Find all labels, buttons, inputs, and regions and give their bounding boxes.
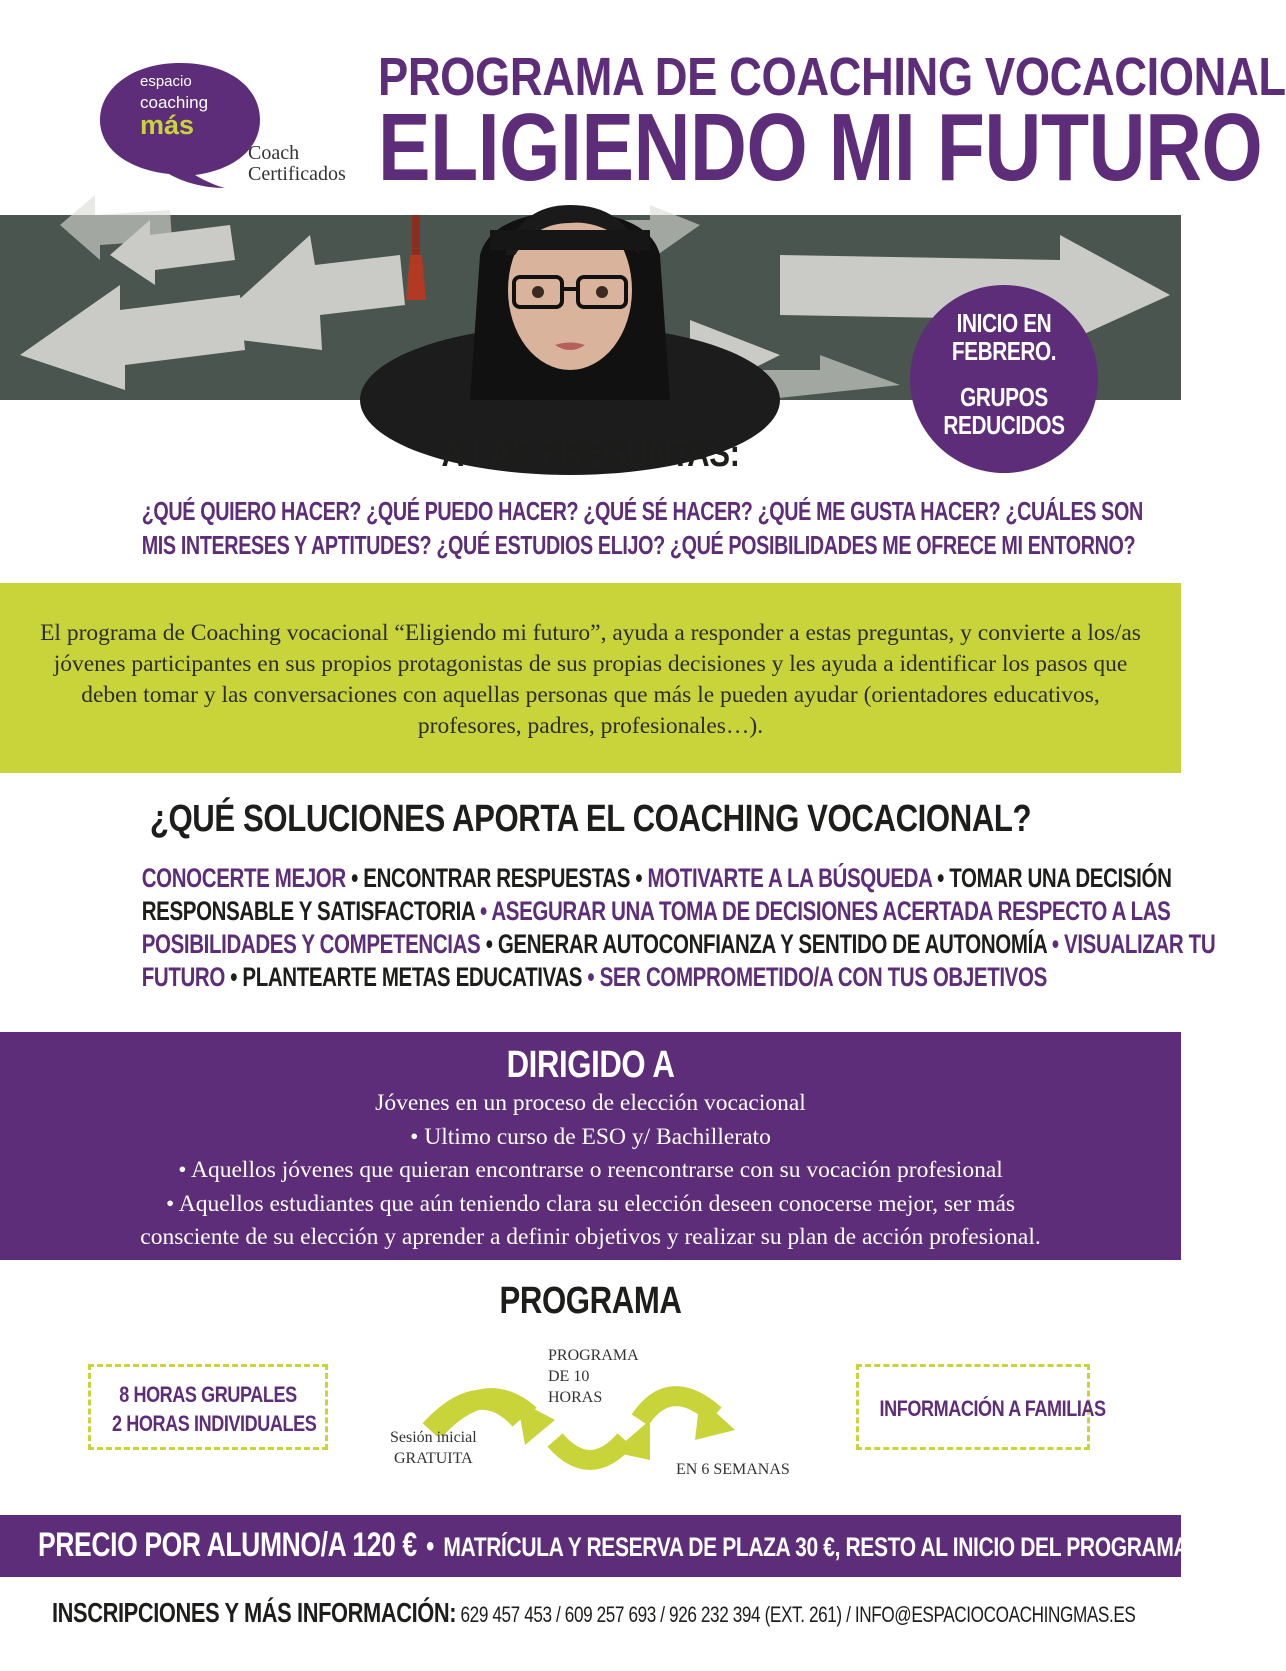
target-audience-line: • Aquellos jóvenes que quieran encontrarse o reencontrarse con su vocación profesional: [178, 1157, 1003, 1183]
solution-item: CONOCERTE MEJOR: [141, 863, 346, 893]
coach-cert-line1: Coach: [248, 142, 300, 164]
initial-session-line1: Sesión inicial: [390, 1429, 477, 1446]
header: [0, 0, 1286, 215]
family-info-label: INFORMACIÓN A FAMILIAS: [879, 1396, 1106, 1421]
description-text: El programa de Coaching vocacional “Eligiendo mi futuro”, ayuda a responder a estas preguntas, y convierte a los/as jóvenes participantes en sus propios protagonistas de sus propias decisiones y les ayuda a identificar los pasos que deben tomar y las conversaciones con aquellas personas que más le pueden ayudar (orientadores educativos, profesores, padres, profesionales…).: [40, 620, 1141, 739]
solution-item: •: [630, 863, 648, 893]
solution-item: RESPONSABLE Y SATISFACTORIA: [141, 896, 475, 926]
program-hours-line2: DE 10: [548, 1368, 590, 1385]
program-hours-line1: PROGRAMA: [548, 1347, 639, 1364]
solution-item: SER COMPROMETIDO/A CON TUS OBJETIVOS: [599, 962, 1047, 992]
solution-item: VISUALIZAR TU: [1064, 929, 1216, 959]
contact-details[interactable]: 629 457 453 / 609 257 693 / 926 232 394 (EXT. 261) / INFO@ESPACIOCOACHINGMAS.ES: [456, 1602, 1136, 1627]
price-separator: •: [426, 1530, 434, 1563]
solution-item: •: [480, 929, 498, 959]
family-info-box: [856, 1364, 1106, 1450]
solutions-line: [141, 928, 1216, 961]
weeks-label: EN 6 SEMANAS: [676, 1461, 790, 1478]
solution-item: PLANTEARTE METAS EDUCATIVAS: [242, 962, 583, 992]
program-heading: PROGRAMA: [499, 1280, 682, 1322]
solutions-list: [0, 862, 1216, 994]
program-hours-label: [548, 1345, 639, 1408]
solution-item: ENCONTRAR RESPUESTAS: [363, 863, 631, 893]
hours-individual-label: 2 HORAS INDIVIDUALES: [112, 1411, 317, 1436]
target-audience-heading: DIRIGIDO A: [506, 1044, 675, 1086]
badge-line4: REDUCIDOS: [943, 410, 1065, 440]
questions-heading: A LAS PREGUNTAS:: [441, 433, 740, 475]
solutions-line: [141, 862, 1172, 895]
questions-line2: MIS INTERESES Y APTITUDES? ¿QUÉ ESTUDIOS ELIJO? ¿QUÉ POSIBILIDADES ME OFRECE MI ENTORNO?: [141, 530, 1136, 560]
target-audience-line: • Ultimo curso de ESO y/ Bachillerato: [410, 1123, 771, 1150]
badge-line1: INICIO EN: [956, 308, 1052, 338]
logo-text-mas: más: [140, 110, 195, 140]
target-audience-list: [0, 1087, 1181, 1255]
target-audience-line: • Aquellos estudiantes que aún teniendo clara su elección deseen conocerse mejor, ser más: [165, 1190, 1016, 1217]
logo-text-coaching: coaching: [140, 93, 209, 112]
solution-item: •: [474, 896, 492, 926]
solution-item: TOMAR UNA DECISIÓN: [949, 863, 1172, 893]
solution-item: FUTURO: [141, 962, 225, 992]
solution-item: •: [931, 863, 950, 893]
price-enrollment: MATRÍCULA Y RESERVA DE PLAZA 30 €, RESTO AL INICIO DEL PROGRAMA: [443, 1532, 1189, 1562]
solutions-heading: ¿QUÉ SOLUCIONES APORTA EL COACHING VOCACIONAL?: [149, 798, 1032, 840]
coach-cert-line2: Certificados: [248, 163, 346, 185]
price-info: [38, 1526, 1188, 1565]
solutions-line: [141, 961, 1047, 994]
solution-item: •: [345, 863, 364, 893]
initial-session-label: [390, 1427, 477, 1469]
badge-line3: GRUPOS: [960, 382, 1048, 412]
contact-footer: [52, 1597, 1135, 1629]
badge-line2: FEBRERO.: [951, 336, 1057, 366]
solution-item: •: [1046, 929, 1065, 959]
questions-line1: ¿QUÉ QUIERO HACER? ¿QUÉ PUEDO HACER? ¿QUÉ SÉ HACER? ¿QUÉ ME GUSTA HACER? ¿CUÁLES SON: [141, 496, 1143, 526]
hours-box: [88, 1364, 328, 1450]
contact-label: INSCRIPCIONES Y MÁS INFORMACIÓN:: [52, 1597, 457, 1628]
page-title-line2: ELIGIENDO MI FUTURO: [378, 94, 1263, 201]
solution-item: POSIBILIDADES Y COMPETENCIAS: [141, 929, 481, 959]
solution-item: •: [582, 962, 600, 992]
solution-item: •: [224, 962, 243, 992]
questions-text: [0, 494, 1181, 562]
price-main: PRECIO POR ALUMNO/A 120 €: [38, 1526, 417, 1564]
solution-item: GENERAR AUTOCONFIANZA Y SENTIDO DE AUTONOMÍA: [497, 929, 1047, 959]
target-audience-line: consciente de su elección y aprender a definir objetivos y realizar su plan de acción profesional.: [140, 1224, 1041, 1250]
solution-item: ASEGURAR UNA TOMA DE DECISIONES ACERTADA RESPECTO A LAS: [491, 896, 1171, 926]
solutions-line: [141, 895, 1171, 928]
logo-text-espacio: espacio: [140, 73, 192, 90]
solution-item: MOTIVARTE A LA BÚSQUEDA: [647, 863, 932, 893]
initial-session-line2: GRATUITA: [393, 1450, 473, 1467]
hours-group-label: 8 HORAS GRUPALES: [119, 1382, 297, 1407]
target-audience-line: Jóvenes en un proceso de elección vocacional: [375, 1090, 806, 1116]
coach-certificados: [248, 143, 346, 185]
page-title-line1: PROGRAMA DE COACHING VOCACIONAL: [378, 47, 1286, 107]
program-hours-line3: HORAS: [548, 1389, 603, 1406]
